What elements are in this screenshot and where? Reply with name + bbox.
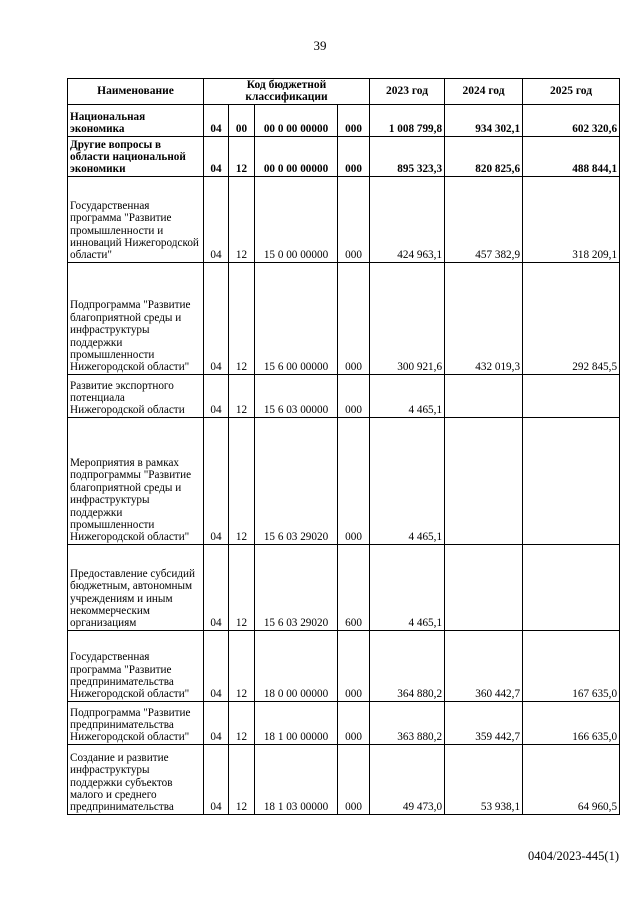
row-name: Другие вопросы в области национальной экономики xyxy=(68,136,204,176)
row-expense-type: 000 xyxy=(338,262,370,374)
row-value-2025 xyxy=(523,544,620,630)
row-value-2024: 53 938,1 xyxy=(445,744,523,814)
row-subsection: 12 xyxy=(229,544,255,630)
row-name: Национальная экономика xyxy=(68,104,204,136)
row-subsection: 12 xyxy=(229,176,255,262)
row-value-2023: 895 323,3 xyxy=(370,136,445,176)
row-value-2024 xyxy=(445,544,523,630)
row-target-article: 00 0 00 00000 xyxy=(255,136,338,176)
row-value-2024: 457 382,9 xyxy=(445,176,523,262)
row-section: 04 xyxy=(204,417,229,544)
table-row xyxy=(68,262,620,374)
row-subsection: 12 xyxy=(229,701,255,744)
row-value-2024: 934 302,1 xyxy=(445,104,523,136)
row-target-article: 15 6 03 29020 xyxy=(255,417,338,544)
row-value-2023: 363 880,2 xyxy=(370,701,445,744)
table-row xyxy=(68,104,620,136)
row-target-article: 18 1 00 00000 xyxy=(255,701,338,744)
row-expense-type: 000 xyxy=(338,104,370,136)
row-value-2025 xyxy=(523,374,620,417)
row-value-2025: 602 320,6 xyxy=(523,104,620,136)
row-value-2025: 167 635,0 xyxy=(523,630,620,701)
row-expense-type: 000 xyxy=(338,176,370,262)
row-section: 04 xyxy=(204,701,229,744)
table-row xyxy=(68,136,620,176)
header-2024: 2024 год xyxy=(445,79,523,105)
row-expense-type: 000 xyxy=(338,417,370,544)
header-name: Наименование xyxy=(68,79,204,105)
row-value-2025: 318 209,1 xyxy=(523,176,620,262)
row-target-article: 15 0 00 00000 xyxy=(255,176,338,262)
table-header-row xyxy=(68,79,620,105)
row-expense-type: 000 xyxy=(338,701,370,744)
row-expense-type: 000 xyxy=(338,630,370,701)
row-name: Подпрограмма "Развитие предпринимательства Нижегородской области" xyxy=(68,701,204,744)
row-value-2023: 364 880,2 xyxy=(370,630,445,701)
row-value-2023: 4 465,1 xyxy=(370,417,445,544)
row-value-2023: 49 473,0 xyxy=(370,744,445,814)
row-target-article: 15 6 00 00000 xyxy=(255,262,338,374)
row-subsection: 12 xyxy=(229,262,255,374)
row-section: 04 xyxy=(204,104,229,136)
table-row xyxy=(68,630,620,701)
row-subsection: 12 xyxy=(229,136,255,176)
row-section: 04 xyxy=(204,136,229,176)
row-expense-type: 600 xyxy=(338,544,370,630)
row-section: 04 xyxy=(204,176,229,262)
row-section: 04 xyxy=(204,262,229,374)
row-name: Подпрограмма "Развитие благоприятной среды и инфраструктуры поддержки промышленности Нижегородской области" xyxy=(68,262,204,374)
row-value-2023: 300 921,6 xyxy=(370,262,445,374)
row-value-2023: 4 465,1 xyxy=(370,544,445,630)
row-subsection: 12 xyxy=(229,744,255,814)
budget-table xyxy=(67,78,620,815)
document-code: 0404/2023-445(1) xyxy=(528,849,619,863)
row-value-2024: 432 019,3 xyxy=(445,262,523,374)
row-value-2024: 359 442,7 xyxy=(445,701,523,744)
row-name: Государственная программа "Развитие предпринимательства Нижегородской области" xyxy=(68,630,204,701)
row-value-2023: 4 465,1 xyxy=(370,374,445,417)
page-number: 39 xyxy=(313,38,327,53)
row-target-article: 15 6 03 00000 xyxy=(255,374,338,417)
row-value-2024: 360 442,7 xyxy=(445,630,523,701)
row-expense-type: 000 xyxy=(338,744,370,814)
row-section: 04 xyxy=(204,374,229,417)
table-row xyxy=(68,417,620,544)
header-code: Код бюджетной классификации xyxy=(204,79,370,105)
table-row xyxy=(68,744,620,814)
row-value-2025 xyxy=(523,417,620,544)
row-value-2023: 424 963,1 xyxy=(370,176,445,262)
row-value-2025: 488 844,1 xyxy=(523,136,620,176)
row-subsection: 12 xyxy=(229,417,255,544)
row-target-article: 18 1 03 00000 xyxy=(255,744,338,814)
row-value-2023: 1 008 799,8 xyxy=(370,104,445,136)
row-value-2025: 64 960,5 xyxy=(523,744,620,814)
row-name: Предоставление субсидий бюджетным, автономным учреждениям и иным некоммерческим организациям xyxy=(68,544,204,630)
row-target-article: 15 6 03 29020 xyxy=(255,544,338,630)
row-name: Развитие экспортного потенциала Нижегородской области xyxy=(68,374,204,417)
row-name: Мероприятия в рамках подпрограммы "Развитие благоприятной среды и инфраструктуры поддержки промышленности Нижегородской области" xyxy=(68,417,204,544)
header-2023: 2023 год xyxy=(370,79,445,105)
row-value-2024: 820 825,6 xyxy=(445,136,523,176)
row-value-2025: 166 635,0 xyxy=(523,701,620,744)
row-name: Создание и развитие инфраструктуры поддержки субъектов малого и среднего предпринимательства xyxy=(68,744,204,814)
row-name: Государственная программа "Развитие промышленности и инноваций Нижегородской области" xyxy=(68,176,204,262)
row-target-article: 00 0 00 00000 xyxy=(255,104,338,136)
row-value-2025: 292 845,5 xyxy=(523,262,620,374)
row-subsection: 00 xyxy=(229,104,255,136)
row-value-2024 xyxy=(445,374,523,417)
table-row xyxy=(68,176,620,262)
row-expense-type: 000 xyxy=(338,374,370,417)
row-target-article: 18 0 00 00000 xyxy=(255,630,338,701)
table-row xyxy=(68,544,620,630)
row-section: 04 xyxy=(204,744,229,814)
table-row xyxy=(68,701,620,744)
row-expense-type: 000 xyxy=(338,136,370,176)
row-section: 04 xyxy=(204,544,229,630)
row-subsection: 12 xyxy=(229,374,255,417)
row-section: 04 xyxy=(204,630,229,701)
row-subsection: 12 xyxy=(229,630,255,701)
table-row xyxy=(68,374,620,417)
row-value-2024 xyxy=(445,417,523,544)
header-2025: 2025 год xyxy=(523,79,620,105)
